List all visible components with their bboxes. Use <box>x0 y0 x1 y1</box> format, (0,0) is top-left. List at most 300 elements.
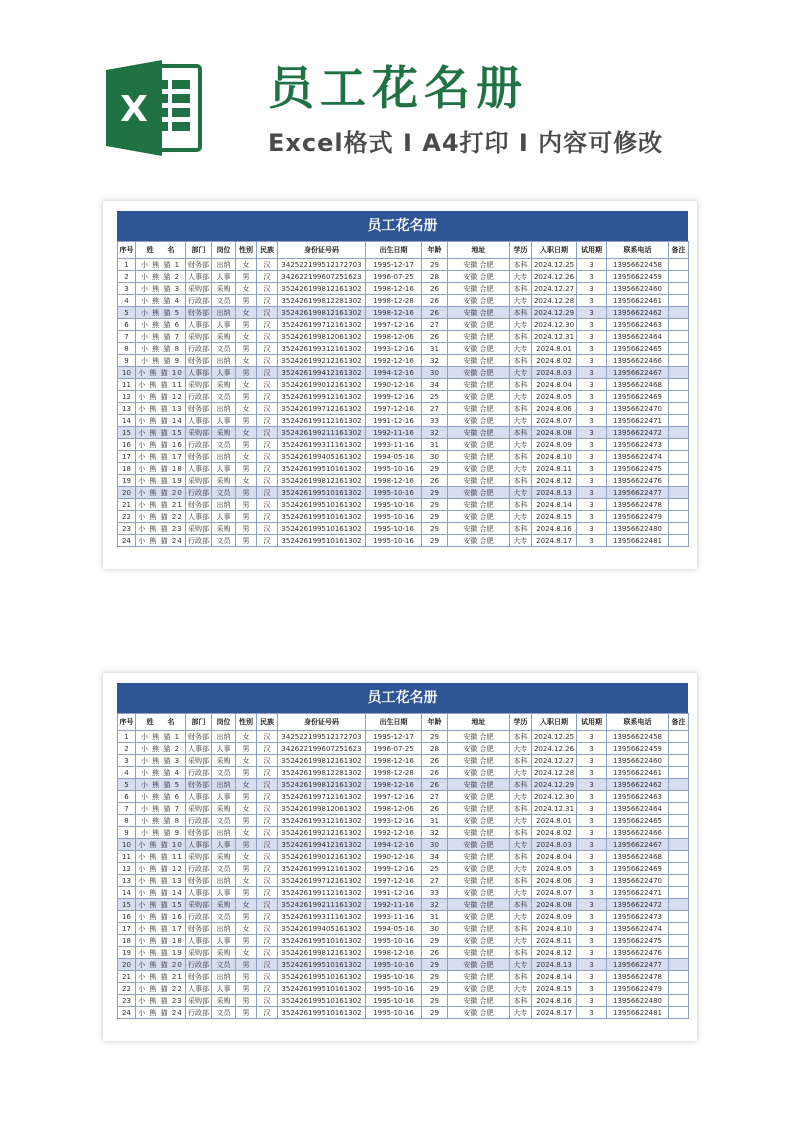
cell-trial: 3 <box>577 391 607 403</box>
cell-age: 26 <box>422 307 448 319</box>
cell-dept: 财务部 <box>186 971 212 983</box>
cell-dept: 采购部 <box>186 755 212 767</box>
cell-addr: 安徽 合肥 <box>448 475 510 487</box>
table-row <box>118 523 689 535</box>
cell-addr: 安徽 合肥 <box>448 863 510 875</box>
cell-no: 9 <box>118 355 136 367</box>
cell-phone: 13956622466 <box>607 355 669 367</box>
cell-dept: 人事部 <box>186 935 212 947</box>
cell-nation: 汉 <box>257 451 278 463</box>
cell-no: 3 <box>118 283 136 295</box>
cell-no: 2 <box>118 271 136 283</box>
cell-age: 26 <box>422 295 448 307</box>
table-title: 员工花名册 <box>117 683 688 713</box>
cell-post: 出纳 <box>212 875 236 887</box>
cell-gender: 女 <box>236 947 257 959</box>
cell-edu: 本科 <box>510 355 532 367</box>
cell-join: 2024.8.11 <box>532 935 577 947</box>
cell-name: 小 熊 猫 8 <box>136 343 186 355</box>
cell-nation: 汉 <box>257 875 278 887</box>
cell-age: 34 <box>422 379 448 391</box>
cell-gender: 男 <box>236 463 257 475</box>
cell-note <box>669 887 689 899</box>
cell-trial: 3 <box>577 439 607 451</box>
table-title: 员工花名册 <box>117 211 688 241</box>
cell-age: 29 <box>422 959 448 971</box>
cell-nation: 汉 <box>257 511 278 523</box>
cell-phone: 13956622474 <box>607 451 669 463</box>
cell-id: 352426199712161302 <box>278 875 366 887</box>
cell-note <box>669 439 689 451</box>
cell-note <box>669 343 689 355</box>
cell-phone: 13956622463 <box>607 319 669 331</box>
table-row <box>118 391 689 403</box>
cell-name: 小 熊 猫 19 <box>136 475 186 487</box>
cell-birth: 1990-12-16 <box>366 379 422 391</box>
cell-edu: 大专 <box>510 535 532 547</box>
cell-age: 27 <box>422 403 448 415</box>
cell-age: 29 <box>422 523 448 535</box>
cell-post: 人事 <box>212 367 236 379</box>
cell-name: 小 熊 猫 20 <box>136 487 186 499</box>
table-row <box>118 755 689 767</box>
cell-id: 352426199510161302 <box>278 1007 366 1019</box>
cell-addr: 安徽 合肥 <box>448 535 510 547</box>
cell-dept: 采购部 <box>186 523 212 535</box>
cell-name: 小 熊 猫 1 <box>136 259 186 271</box>
cell-gender: 男 <box>236 367 257 379</box>
column-header-post: 岗位 <box>212 242 236 259</box>
cell-addr: 安徽 合肥 <box>448 511 510 523</box>
cell-post: 文员 <box>212 487 236 499</box>
cell-join: 2024.8.05 <box>532 391 577 403</box>
cell-post: 采购 <box>212 947 236 959</box>
cell-addr: 安徽 合肥 <box>448 803 510 815</box>
cell-nation: 汉 <box>257 947 278 959</box>
page-subtitle: Excel格式 I A4打印 I 内容可修改 <box>268 129 664 157</box>
cell-nation: 汉 <box>257 343 278 355</box>
cell-edu: 本科 <box>510 947 532 959</box>
cell-edu: 大专 <box>510 767 532 779</box>
cell-age: 26 <box>422 767 448 779</box>
cell-dept: 人事部 <box>186 839 212 851</box>
cell-gender: 男 <box>236 295 257 307</box>
cell-note <box>669 259 689 271</box>
cell-nation: 汉 <box>257 971 278 983</box>
cell-note <box>669 803 689 815</box>
cell-nation: 汉 <box>257 779 278 791</box>
cell-join: 2024.8.12 <box>532 947 577 959</box>
cell-birth: 1999-12-16 <box>366 391 422 403</box>
cell-no: 15 <box>118 427 136 439</box>
cell-addr: 安徽 合肥 <box>448 463 510 475</box>
cell-phone: 13956622467 <box>607 367 669 379</box>
cell-nation: 汉 <box>257 959 278 971</box>
cell-trial: 3 <box>577 863 607 875</box>
table-row <box>118 803 689 815</box>
cell-dept: 人事部 <box>186 319 212 331</box>
cell-nation: 汉 <box>257 283 278 295</box>
cell-addr: 安徽 合肥 <box>448 743 510 755</box>
cell-join: 2024.8.09 <box>532 911 577 923</box>
cell-name: 小 熊 猫 17 <box>136 923 186 935</box>
cell-no: 18 <box>118 463 136 475</box>
cell-name: 小 熊 猫 7 <box>136 331 186 343</box>
cell-age: 30 <box>422 839 448 851</box>
cell-dept: 行政部 <box>186 487 212 499</box>
cell-phone: 13956622473 <box>607 439 669 451</box>
cell-gender: 女 <box>236 731 257 743</box>
column-header-no: 序号 <box>118 714 136 731</box>
cell-no: 5 <box>118 307 136 319</box>
cell-age: 26 <box>422 803 448 815</box>
table-row <box>118 499 689 511</box>
cell-phone: 13956622480 <box>607 995 669 1007</box>
cell-gender: 男 <box>236 839 257 851</box>
cell-age: 26 <box>422 779 448 791</box>
cell-post: 出纳 <box>212 307 236 319</box>
cell-id: 352426199812161302 <box>278 755 366 767</box>
cell-gender: 男 <box>236 863 257 875</box>
cell-trial: 3 <box>577 851 607 863</box>
cell-join: 2024.12.29 <box>532 307 577 319</box>
table-row <box>118 475 689 487</box>
cell-age: 29 <box>422 1007 448 1019</box>
cell-post: 采购 <box>212 899 236 911</box>
table-row <box>118 487 689 499</box>
sheet-page-2 <box>103 673 697 1041</box>
cell-birth: 1995-12-17 <box>366 259 422 271</box>
cell-dept: 采购部 <box>186 283 212 295</box>
column-header-no: 序号 <box>118 242 136 259</box>
cell-trial: 3 <box>577 499 607 511</box>
cell-note <box>669 899 689 911</box>
cell-trial: 3 <box>577 779 607 791</box>
cell-birth: 1995-10-16 <box>366 511 422 523</box>
cell-id: 352426199212161302 <box>278 827 366 839</box>
cell-trial: 3 <box>577 995 607 1007</box>
cell-dept: 财务部 <box>186 403 212 415</box>
cell-age: 27 <box>422 875 448 887</box>
cell-note <box>669 403 689 415</box>
cell-nation: 汉 <box>257 839 278 851</box>
cell-edu: 本科 <box>510 851 532 863</box>
cell-dept: 人事部 <box>186 791 212 803</box>
cell-id: 352426199112161302 <box>278 887 366 899</box>
cell-dept: 行政部 <box>186 439 212 451</box>
cell-age: 29 <box>422 487 448 499</box>
cell-dept: 采购部 <box>186 899 212 911</box>
cell-name: 小 熊 猫 18 <box>136 463 186 475</box>
cell-birth: 1992-11-16 <box>366 427 422 439</box>
roster-table <box>117 241 689 547</box>
cell-edu: 大专 <box>510 863 532 875</box>
cell-no: 11 <box>118 379 136 391</box>
cell-age: 29 <box>422 971 448 983</box>
cell-nation: 汉 <box>257 523 278 535</box>
cell-id: 352426199211161302 <box>278 899 366 911</box>
cell-id: 342622199607251623 <box>278 743 366 755</box>
cell-birth: 1995-10-16 <box>366 995 422 1007</box>
cell-name: 小 熊 猫 20 <box>136 959 186 971</box>
cell-id: 352426199510161302 <box>278 971 366 983</box>
cell-gender: 女 <box>236 779 257 791</box>
cell-birth: 1994-05-16 <box>366 923 422 935</box>
cell-edu: 大专 <box>510 463 532 475</box>
cell-post: 文员 <box>212 439 236 451</box>
cell-name: 小 熊 猫 7 <box>136 803 186 815</box>
cell-join: 2024.8.16 <box>532 995 577 1007</box>
cell-addr: 安徽 合肥 <box>448 343 510 355</box>
cell-note <box>669 475 689 487</box>
cell-no: 12 <box>118 863 136 875</box>
table-row <box>118 319 689 331</box>
cell-id: 352426199510161302 <box>278 487 366 499</box>
cell-name: 小 熊 猫 1 <box>136 731 186 743</box>
cell-no: 13 <box>118 875 136 887</box>
table-row <box>118 791 689 803</box>
cell-dept: 采购部 <box>186 995 212 1007</box>
cell-gender: 女 <box>236 755 257 767</box>
cell-note <box>669 983 689 995</box>
cell-join: 2024.8.08 <box>532 427 577 439</box>
cell-post: 出纳 <box>212 731 236 743</box>
cell-note <box>669 1007 689 1019</box>
cell-note <box>669 995 689 1007</box>
cell-birth: 1996-07-25 <box>366 743 422 755</box>
cell-nation: 汉 <box>257 815 278 827</box>
cell-join: 2024.8.13 <box>532 487 577 499</box>
cell-no: 11 <box>118 851 136 863</box>
cell-note <box>669 463 689 475</box>
cell-addr: 安徽 合肥 <box>448 331 510 343</box>
cell-gender: 男 <box>236 415 257 427</box>
cell-gender: 男 <box>236 791 257 803</box>
cell-post: 出纳 <box>212 779 236 791</box>
cell-no: 17 <box>118 923 136 935</box>
cell-join: 2024.12.26 <box>532 271 577 283</box>
cell-name: 小 熊 猫 9 <box>136 827 186 839</box>
cell-post: 出纳 <box>212 499 236 511</box>
cell-nation: 汉 <box>257 499 278 511</box>
cell-phone: 13956622468 <box>607 379 669 391</box>
cell-phone: 13956622471 <box>607 887 669 899</box>
cell-note <box>669 379 689 391</box>
cell-trial: 3 <box>577 451 607 463</box>
cell-note <box>669 767 689 779</box>
cell-trial: 3 <box>577 343 607 355</box>
cell-note <box>669 511 689 523</box>
column-header-id: 身份证号码 <box>278 714 366 731</box>
cell-nation: 汉 <box>257 355 278 367</box>
cell-id: 342622199607251623 <box>278 271 366 283</box>
cell-trial: 3 <box>577 1007 607 1019</box>
cell-no: 22 <box>118 511 136 523</box>
cell-birth: 1990-12-16 <box>366 851 422 863</box>
cell-dept: 行政部 <box>186 815 212 827</box>
cell-dept: 财务部 <box>186 499 212 511</box>
cell-birth: 1998-12-16 <box>366 283 422 295</box>
cell-nation: 汉 <box>257 367 278 379</box>
table-row <box>118 827 689 839</box>
cell-id: 352426199812161302 <box>278 307 366 319</box>
cell-birth: 1998-12-16 <box>366 947 422 959</box>
cell-phone: 13956622470 <box>607 403 669 415</box>
cell-no: 21 <box>118 971 136 983</box>
cell-nation: 汉 <box>257 1007 278 1019</box>
cell-id: 342522199512172703 <box>278 731 366 743</box>
cell-phone: 13956622476 <box>607 947 669 959</box>
cell-note <box>669 791 689 803</box>
cell-note <box>669 391 689 403</box>
cell-nation: 汉 <box>257 391 278 403</box>
cell-dept: 人事部 <box>186 271 212 283</box>
cell-phone: 13956622459 <box>607 743 669 755</box>
cell-id: 352426199812281302 <box>278 767 366 779</box>
cell-id: 352426199812161302 <box>278 475 366 487</box>
cell-join: 2024.8.02 <box>532 827 577 839</box>
cell-post: 人事 <box>212 887 236 899</box>
table-row <box>118 779 689 791</box>
column-header-id: 身份证号码 <box>278 242 366 259</box>
cell-gender: 男 <box>236 535 257 547</box>
cell-addr: 安徽 合肥 <box>448 451 510 463</box>
cell-dept: 财务部 <box>186 731 212 743</box>
column-header-phone: 联系电话 <box>607 714 669 731</box>
cell-join: 2024.8.01 <box>532 343 577 355</box>
cell-note <box>669 959 689 971</box>
cell-no: 22 <box>118 983 136 995</box>
cell-phone: 13956622474 <box>607 923 669 935</box>
cell-join: 2024.12.27 <box>532 755 577 767</box>
cell-no: 17 <box>118 451 136 463</box>
table-row <box>118 439 689 451</box>
cell-name: 小 熊 猫 22 <box>136 511 186 523</box>
cell-trial: 3 <box>577 731 607 743</box>
table-row <box>118 259 689 271</box>
cell-phone: 13956622472 <box>607 899 669 911</box>
cell-name: 小 熊 猫 21 <box>136 499 186 511</box>
cell-dept: 财务部 <box>186 923 212 935</box>
cell-age: 26 <box>422 755 448 767</box>
cell-note <box>669 863 689 875</box>
cell-birth: 1995-10-16 <box>366 935 422 947</box>
cell-post: 人事 <box>212 983 236 995</box>
cell-name: 小 熊 猫 6 <box>136 319 186 331</box>
cell-gender: 女 <box>236 355 257 367</box>
cell-addr: 安徽 合肥 <box>448 307 510 319</box>
cell-age: 33 <box>422 415 448 427</box>
cell-name: 小 熊 猫 2 <box>136 743 186 755</box>
cell-trial: 3 <box>577 911 607 923</box>
cell-nation: 汉 <box>257 887 278 899</box>
cell-birth: 1998-12-06 <box>366 803 422 815</box>
cell-birth: 1993-11-16 <box>366 911 422 923</box>
cell-dept: 采购部 <box>186 331 212 343</box>
cell-name: 小 熊 猫 10 <box>136 367 186 379</box>
table-row <box>118 887 689 899</box>
cell-birth: 1995-10-16 <box>366 959 422 971</box>
table-row <box>118 283 689 295</box>
cell-id: 352426199405161302 <box>278 923 366 935</box>
column-header-addr: 地址 <box>448 714 510 731</box>
cell-no: 7 <box>118 803 136 815</box>
cell-post: 文员 <box>212 535 236 547</box>
cell-note <box>669 827 689 839</box>
cell-addr: 安徽 合肥 <box>448 899 510 911</box>
cell-gender: 女 <box>236 427 257 439</box>
cell-post: 人事 <box>212 743 236 755</box>
cell-dept: 采购部 <box>186 427 212 439</box>
cell-note <box>669 367 689 379</box>
cell-addr: 安徽 合肥 <box>448 731 510 743</box>
cell-gender: 男 <box>236 343 257 355</box>
cell-post: 采购 <box>212 803 236 815</box>
cell-phone: 13956622481 <box>607 1007 669 1019</box>
cell-join: 2024.12.25 <box>532 731 577 743</box>
cell-gender: 男 <box>236 271 257 283</box>
column-header-phone: 联系电话 <box>607 242 669 259</box>
cell-birth: 1995-10-16 <box>366 487 422 499</box>
cell-phone: 13956622475 <box>607 463 669 475</box>
cell-trial: 3 <box>577 283 607 295</box>
cell-birth: 1997-12-16 <box>366 403 422 415</box>
cell-dept: 行政部 <box>186 343 212 355</box>
cell-dept: 人事部 <box>186 511 212 523</box>
cell-post: 出纳 <box>212 259 236 271</box>
cell-trial: 3 <box>577 475 607 487</box>
cell-id: 352426199212161302 <box>278 355 366 367</box>
cell-edu: 大专 <box>510 887 532 899</box>
cell-age: 32 <box>422 355 448 367</box>
cell-post: 采购 <box>212 995 236 1007</box>
cell-join: 2024.8.10 <box>532 923 577 935</box>
cell-post: 人事 <box>212 463 236 475</box>
cell-id: 352426199510161302 <box>278 463 366 475</box>
cell-dept: 人事部 <box>186 887 212 899</box>
cell-id: 352426199510161302 <box>278 959 366 971</box>
header <box>0 0 800 190</box>
cell-note <box>669 535 689 547</box>
cell-join: 2024.8.06 <box>532 403 577 415</box>
cell-id: 352426199112161302 <box>278 415 366 427</box>
table-row <box>118 731 689 743</box>
cell-no: 24 <box>118 535 136 547</box>
cell-nation: 汉 <box>257 851 278 863</box>
cell-name: 小 熊 猫 19 <box>136 947 186 959</box>
cell-phone: 13956622480 <box>607 523 669 535</box>
cell-age: 27 <box>422 319 448 331</box>
cell-no: 10 <box>118 839 136 851</box>
cell-edu: 大专 <box>510 415 532 427</box>
cell-edu: 本科 <box>510 307 532 319</box>
column-header-name: 姓 名 <box>136 714 186 731</box>
cell-phone: 13956622479 <box>607 983 669 995</box>
cell-age: 29 <box>422 731 448 743</box>
cell-name: 小 熊 猫 10 <box>136 839 186 851</box>
cell-gender: 女 <box>236 331 257 343</box>
table-row <box>118 403 689 415</box>
table-row <box>118 355 689 367</box>
cell-gender: 男 <box>236 523 257 535</box>
cell-addr: 安徽 合肥 <box>448 271 510 283</box>
cell-join: 2024.8.13 <box>532 959 577 971</box>
cell-post: 出纳 <box>212 923 236 935</box>
cell-addr: 安徽 合肥 <box>448 815 510 827</box>
column-header-gender: 性别 <box>236 714 257 731</box>
cell-birth: 1998-12-28 <box>366 295 422 307</box>
cell-age: 31 <box>422 911 448 923</box>
